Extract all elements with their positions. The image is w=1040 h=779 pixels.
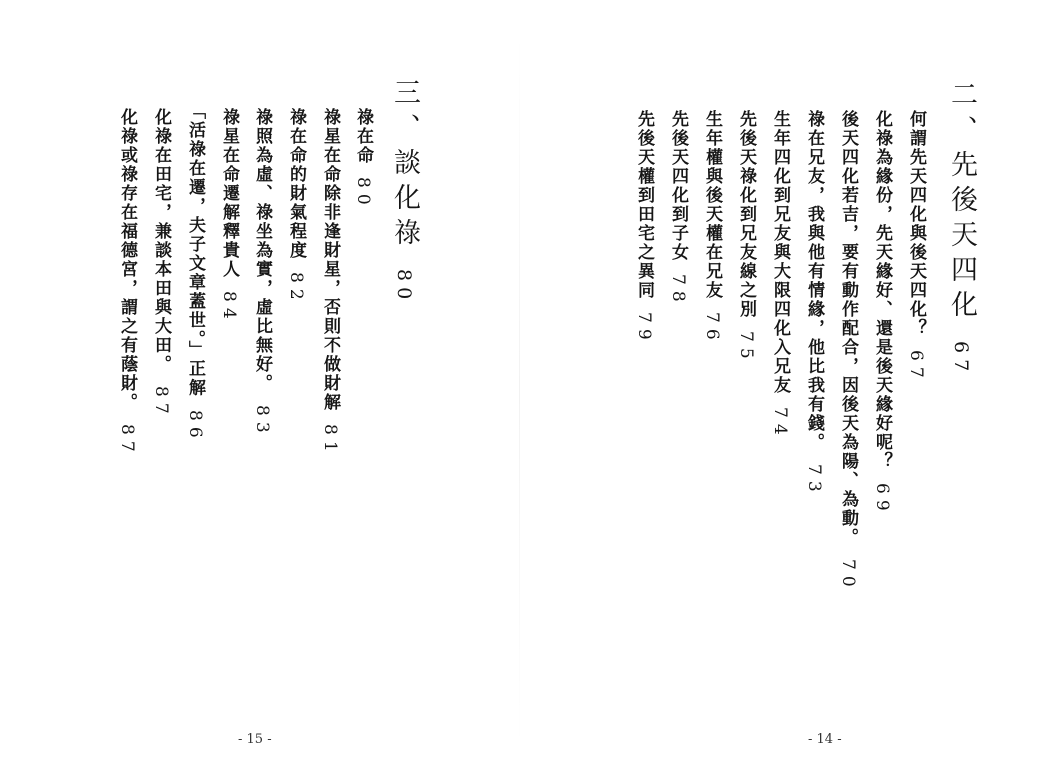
entry-page: 78 <box>668 274 688 308</box>
toc-entry <box>735 110 757 365</box>
section-heading <box>945 80 977 377</box>
page-folio: - 14 - <box>808 732 842 747</box>
entry-text: 祿照為虛、祿坐為實，虛比無好。 <box>252 108 272 393</box>
entry-text: 祿在命的財氣程度 <box>286 108 306 260</box>
entry-page: 87 <box>151 386 171 420</box>
toc-entry <box>871 110 893 517</box>
toc-entry <box>319 108 341 458</box>
entry-text: 化祿或祿存在福德宮，謂之有蔭財。 <box>117 108 137 412</box>
entry-text: 何謂先天四化與後天四化？ <box>906 110 926 338</box>
page-14 <box>520 0 1040 779</box>
page-folio: - 15 - <box>238 732 272 747</box>
entry-page: 74 <box>770 407 790 441</box>
toc-entry <box>184 102 206 443</box>
entry-page: 81 <box>320 424 340 458</box>
entry-text: 先後天四化到子女 <box>668 110 688 262</box>
entry-page: 70 <box>838 559 858 593</box>
entry-text: 先後天祿化到兄友線之別 <box>736 110 756 319</box>
toc-entry <box>769 110 791 441</box>
section-heading <box>388 78 420 305</box>
entry-page: 73 <box>804 464 824 498</box>
toc-entry <box>667 110 689 308</box>
entry-text: 化祿為緣份，先天緣好、還是後天緣好呢？ <box>872 110 892 471</box>
toc-entry <box>285 108 307 306</box>
entry-text: 祿在兄友，我與他有情緣，他比我有錢。 <box>804 110 824 452</box>
toc-entry <box>803 110 825 498</box>
section-title: 二、先後天四化 <box>946 80 977 325</box>
toc-entry <box>150 108 172 420</box>
entry-page: 80 <box>353 177 373 211</box>
entry-text: 化祿在田宅，兼談本田與大田。 <box>151 108 171 374</box>
toc-entry <box>633 110 655 346</box>
entry-text: 祿在命 <box>353 108 373 165</box>
entry-page: 79 <box>634 312 654 346</box>
section-title: 三、談化祿 <box>389 78 420 253</box>
entry-page: 86 <box>185 409 205 444</box>
page-number: 80 <box>393 269 415 306</box>
toc-entry <box>116 108 138 458</box>
entry-text: 生年四化到兄友與大限四化入兄友 <box>770 110 790 395</box>
entry-text: 先後天權到田宅之異同 <box>634 110 654 300</box>
entry-page: 76 <box>702 312 722 346</box>
entry-page: 87 <box>117 424 137 458</box>
entry-text: 祿星在命遷解釋貴人 <box>219 108 239 279</box>
entry-page: 82 <box>286 272 306 306</box>
entry-page: 83 <box>252 405 272 439</box>
entry-text: 「活祿在遷，夫子文章蓋世。」正解 <box>185 102 205 398</box>
entry-page: 69 <box>872 483 892 517</box>
page-number: 67 <box>950 341 972 378</box>
entry-text: 後天四化若吉，要有動作配合，因後天為陽、為動。 <box>838 110 858 547</box>
entry-page: 75 <box>736 331 756 365</box>
toc-entry <box>218 108 240 325</box>
entry-text: 生年權與後天權在兄友 <box>702 110 722 300</box>
toc-entry <box>837 110 859 593</box>
toc-entry <box>251 108 273 439</box>
entry-text: 祿星在命除非逢財星，否則不做財解 <box>320 108 340 412</box>
entry-page: 67 <box>906 350 926 384</box>
toc-entry <box>905 110 927 384</box>
toc-entry <box>352 108 374 211</box>
entry-page: 84 <box>219 291 239 325</box>
toc-entry <box>701 110 723 346</box>
